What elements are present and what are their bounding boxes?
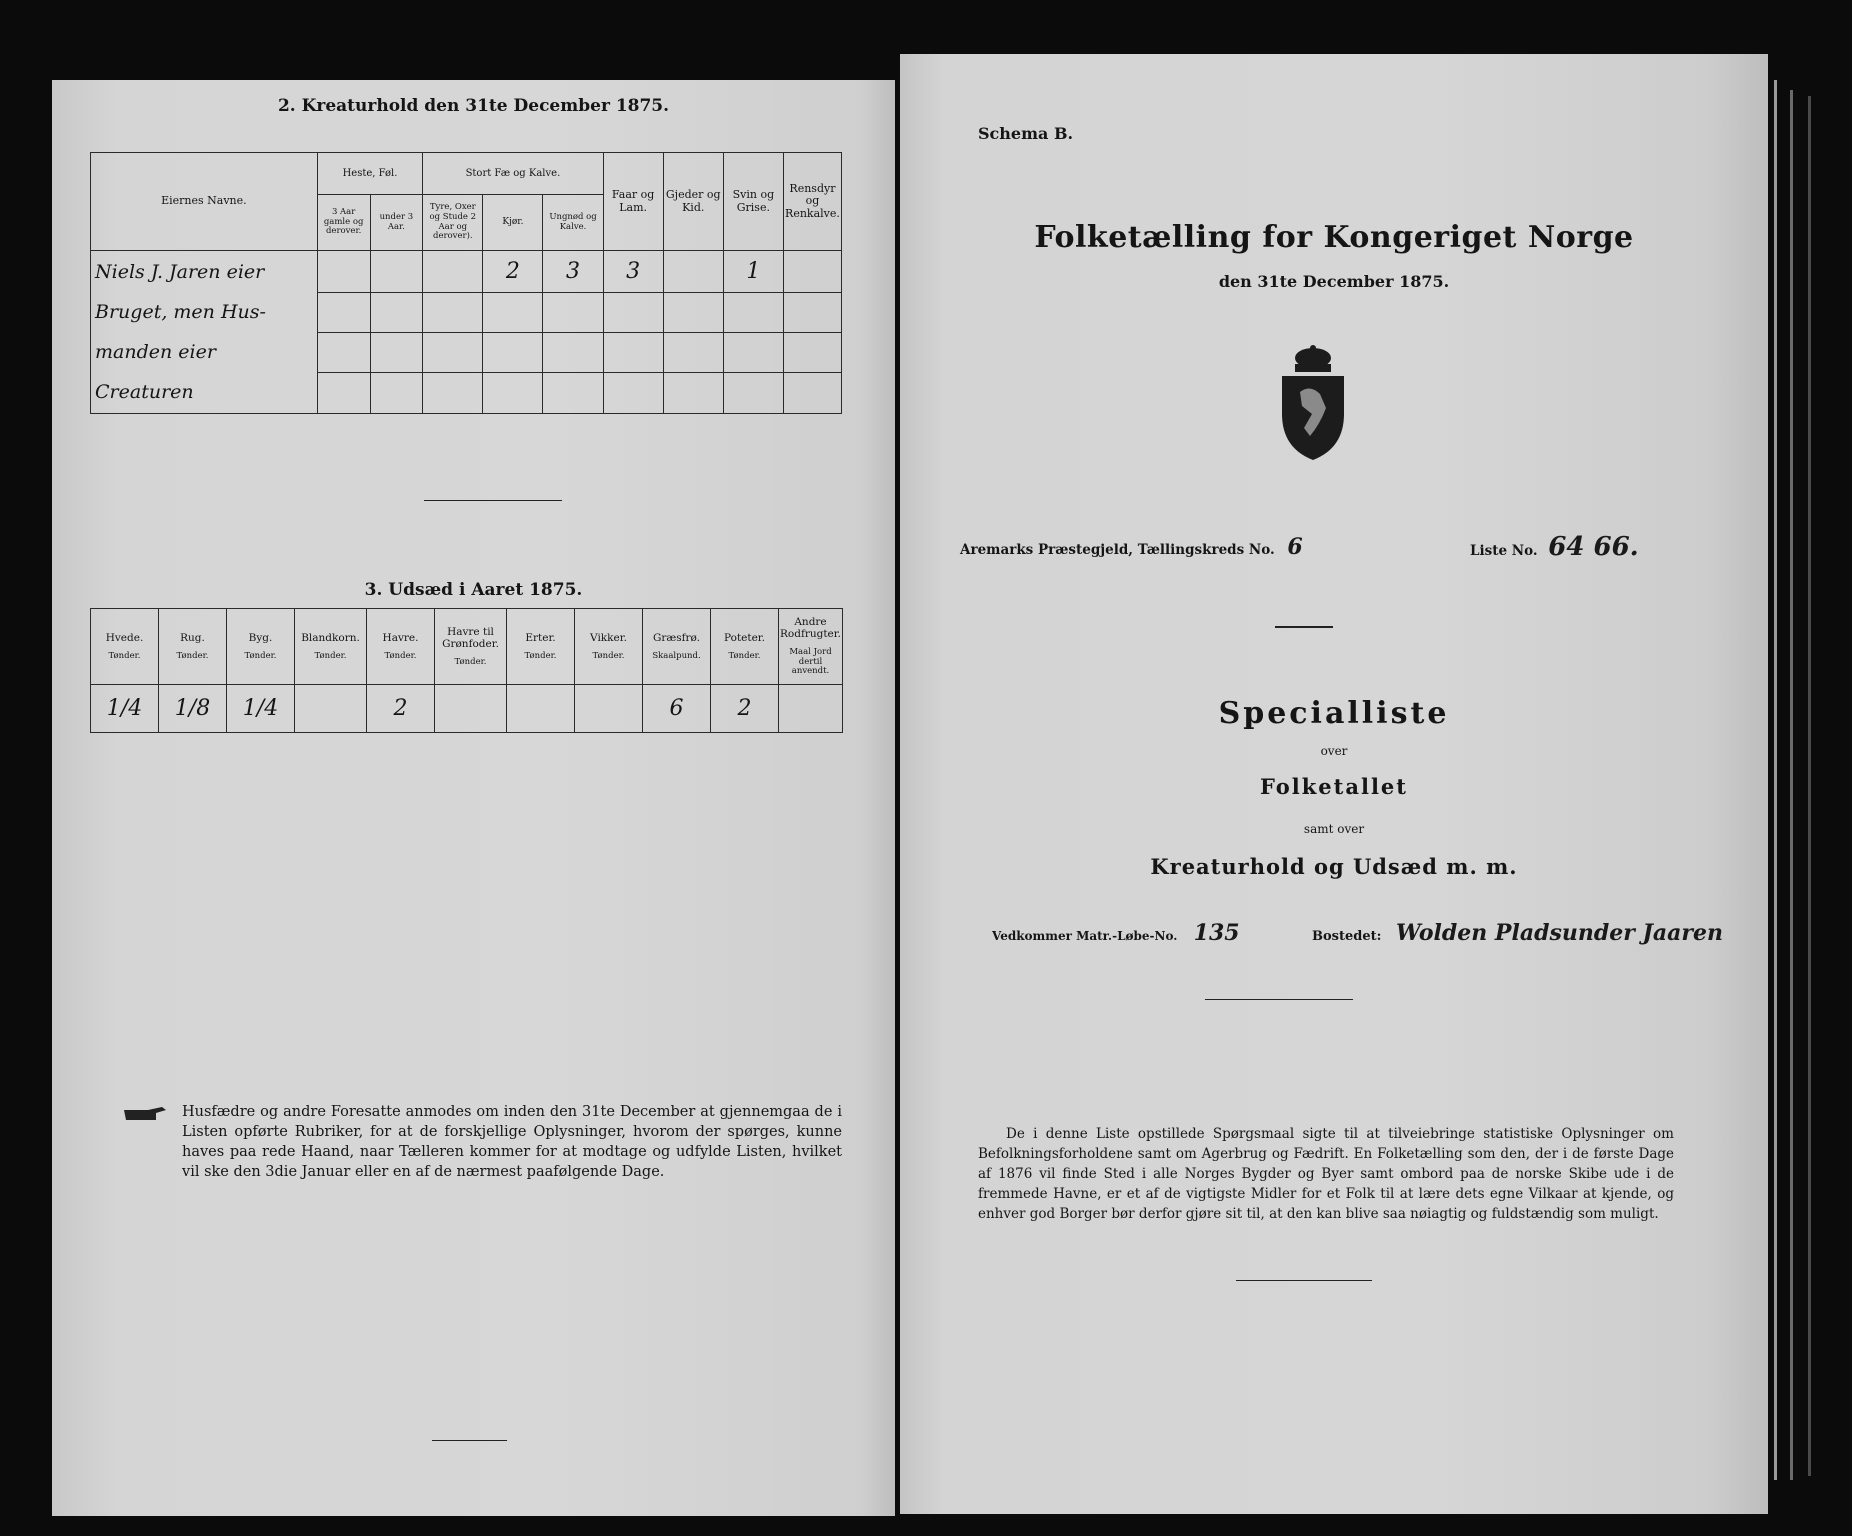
rensdyr-header: Rensdyr og Renkalve. xyxy=(783,153,841,251)
sowing-col-unit: Tønder. xyxy=(384,650,417,661)
gjeder-header: Gjeder og Kid. xyxy=(663,153,723,251)
sowing-col-unit: Tønder. xyxy=(592,650,625,661)
right-page xyxy=(900,54,1768,1514)
sowing-col-unit: Skaalpund. xyxy=(652,650,701,661)
sowing-col-unit: Tønder. xyxy=(454,656,487,667)
special-title: Specialliste xyxy=(1218,696,1450,731)
sowing-heading: 3. Udsæd i Aaret 1875. xyxy=(364,580,583,600)
samt-over-label: samt over xyxy=(1303,822,1365,836)
sowing-value: 2 xyxy=(367,685,435,733)
owner-col-header: Eiernes Navne. xyxy=(91,153,318,251)
stort-fae-header: Stort Fæ og Kalve. xyxy=(423,153,603,195)
sowing-col-header xyxy=(711,609,779,685)
sowing-col-unit: Tønder. xyxy=(728,650,761,661)
coat-of-arms-icon xyxy=(1270,344,1356,464)
bottom-divider xyxy=(432,1440,507,1441)
sowing-col-name: Byg. xyxy=(248,631,273,644)
owner-line: Niels J. Jaren eier xyxy=(95,261,265,283)
sowing-col-header xyxy=(295,609,367,685)
title-divider xyxy=(1275,626,1333,628)
owner-line: Bruget, men Hus- xyxy=(95,301,266,323)
bostedet-label: Bostedet: xyxy=(1312,929,1382,944)
parish-line xyxy=(960,534,1303,560)
sowing-col-header xyxy=(227,609,295,685)
svin-header: Svin og Grise. xyxy=(723,153,783,251)
sowing-value xyxy=(295,685,367,733)
faar-value: 3 xyxy=(603,251,663,293)
sowing-col-header xyxy=(779,609,843,685)
faar-header: Faar og Lam. xyxy=(603,153,663,251)
heste-3aar-header: 3 Aar gamle og derover. xyxy=(317,195,370,251)
sowing-col-name: Erter. xyxy=(525,631,556,644)
page-edge xyxy=(1774,80,1777,1480)
sowing-value: 2 xyxy=(711,685,779,733)
sowing-col-name: Poteter. xyxy=(723,631,766,644)
sowing-col-name: Andre Rodfrugter. xyxy=(780,615,841,640)
heste-under-header: under 3 Aar. xyxy=(370,195,423,251)
mid-divider xyxy=(1205,999,1353,1000)
notice-text: Husfædre og andre Foresatte anmodes om inden den 31te December at gjennemgaa de i Listen opførte Rubriker, for at de forskjellige Oplysninger, hvorom der spørges, kunne haves paa rede Haand, naar Tælleren kommer for at modtage og udfylde Listen, hvilket vil ske den 3die Januar eller en af de nærmest paafølgende Dage. xyxy=(182,1104,842,1180)
page-edge xyxy=(1790,90,1793,1480)
bottom-divider xyxy=(1236,1280,1372,1281)
bostedet-line xyxy=(1312,920,1723,946)
bostedet-value: Wolden Pladsunder Jaaren xyxy=(1395,920,1723,946)
sowing-value: 6 xyxy=(643,685,711,733)
sowing-value: 1/4 xyxy=(91,685,159,733)
sowing-col-header xyxy=(643,609,711,685)
sowing-col-name: Vikker. xyxy=(590,631,627,644)
sowing-col-unit: Tønder. xyxy=(314,650,347,661)
sowing-col-unit: Tønder. xyxy=(108,650,141,661)
sowing-col-name: Blandkorn. xyxy=(301,631,360,644)
owner-cell xyxy=(91,251,318,414)
sowing-col-unit: Tønder. xyxy=(524,650,557,661)
matr-no: 135 xyxy=(1193,920,1240,946)
matr-label: Vedkommer Matr.-Løbe-No. xyxy=(992,929,1178,943)
sowing-col-unit: Tønder. xyxy=(244,650,277,661)
pointing-hand-icon xyxy=(122,1104,170,1124)
sowing-col-name: Havre til Grønfoder. xyxy=(442,625,499,650)
over-label: over xyxy=(1320,744,1348,758)
sowing-col-header xyxy=(91,609,159,685)
livestock-table xyxy=(90,152,842,414)
sowing-value: 1/8 xyxy=(159,685,227,733)
sowing-value xyxy=(507,685,575,733)
matr-line xyxy=(992,920,1240,946)
sowing-col-header xyxy=(159,609,227,685)
sowing-col-name: Rug. xyxy=(180,631,205,644)
sowing-col-header xyxy=(507,609,575,685)
schema-label: Schema B. xyxy=(978,124,1074,143)
sowing-col-header xyxy=(367,609,435,685)
kreaturhold-label: Kreaturhold og Udsæd m. m. xyxy=(1150,854,1518,879)
left-page xyxy=(52,80,895,1516)
liste-label: Liste No. xyxy=(1470,543,1538,559)
tyre-header: Tyre, Oxer og Stude 2 Aar og derover). xyxy=(423,195,483,251)
sowing-col-header xyxy=(435,609,507,685)
sowing-col-name: Græsfrø. xyxy=(652,631,701,644)
folketallet-label: Folketallet xyxy=(1260,774,1408,799)
sowing-value xyxy=(575,685,643,733)
kjor-value: 2 xyxy=(483,251,543,293)
census-title: Folketælling for Kongeriget Norge xyxy=(1034,220,1634,255)
livestock-heading: 2. Kreaturhold den 31te December 1875. xyxy=(277,96,670,116)
owner-line: manden eier Creaturen xyxy=(95,341,216,403)
kreds-no: 6 xyxy=(1287,534,1303,560)
heste-header: Heste, Føl. xyxy=(317,153,422,195)
sowing-value xyxy=(779,685,843,733)
section-divider xyxy=(424,500,562,501)
sowing-table xyxy=(90,608,843,733)
svin-value: 1 xyxy=(723,251,783,293)
census-date: den 31te December 1875. xyxy=(1218,272,1450,291)
liste-no: 64 66. xyxy=(1548,532,1639,562)
parish-label: Aremarks Præstegjeld, Tællingskreds No. xyxy=(960,542,1275,558)
sowing-value xyxy=(435,685,507,733)
ungnod-value: 3 xyxy=(543,251,603,293)
intro-text: De i denne Liste opstillede Spørgsmaal sigte til at tilveiebringe statistiske Oplysninger om Befolkningsforholdene samt om Agerbrug og Fædrift. En Folketælling som den, der i de første Dage af 1876 vil finde Sted i alle Norges Bygder og Byer samt ombord paa de norske Skibe ude i de fremmede Havne, er et af de vigtigste Midler for et Folk til at lære dets egne Vilkaar at kjende, og enhver god Borger bør derfor gjøre sit til, at den kan blive saa nøiagtig og fuldstændig som muligt. xyxy=(978,1126,1674,1222)
sowing-col-name: Hvede. xyxy=(105,631,144,644)
sowing-col-unit: Maal Jord dertil anvendt. xyxy=(789,646,832,677)
kjor-header: Kjør. xyxy=(483,195,543,251)
sowing-col-name: Havre. xyxy=(382,631,419,644)
ungnod-header: Ungnød og Kalve. xyxy=(543,195,603,251)
sowing-col-unit: Tønder. xyxy=(176,650,209,661)
sowing-value: 1/4 xyxy=(227,685,295,733)
page-edge xyxy=(1808,96,1811,1476)
liste-line xyxy=(1470,532,1639,562)
sowing-col-header xyxy=(575,609,643,685)
